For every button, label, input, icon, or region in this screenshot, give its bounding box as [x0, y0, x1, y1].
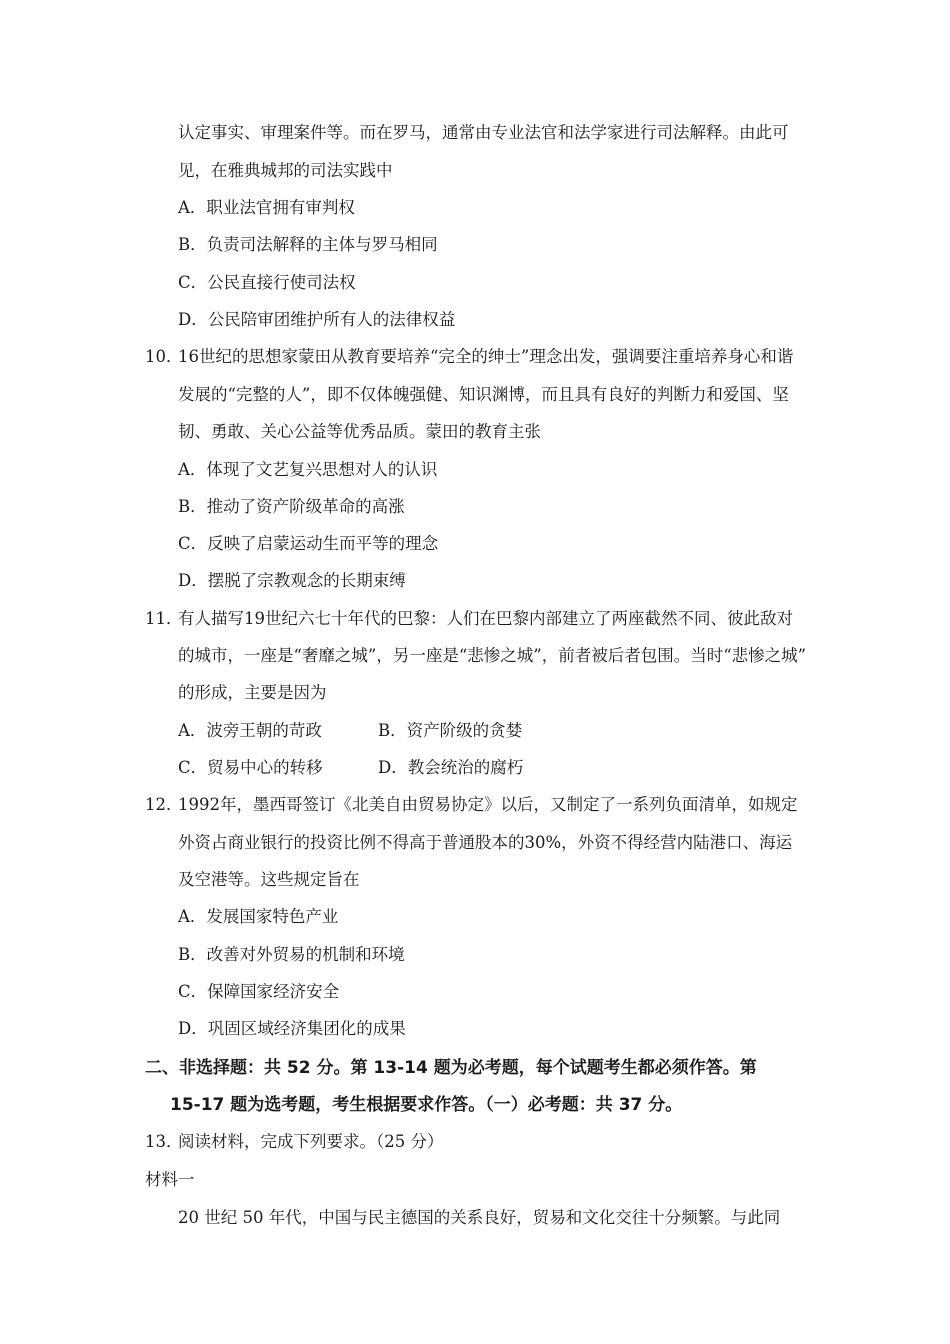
q11-option-d: D．教会统治的腐朽: [378, 758, 524, 777]
q10-stem-line-3: 韧、勇敢、关心公益等优秀品质。蒙田的教育主张: [178, 422, 541, 441]
q12-number: 12．: [145, 795, 183, 814]
q11-stem-line-2: 的城市，一座是“奢靡之城”，另一座是“悲惨之城”，前者被后者包围。当时“悲惨之城”: [178, 646, 807, 665]
q10-option-b: B．推动了资产阶级革命的高涨: [178, 497, 405, 516]
q13-material-title: 材料一: [145, 1170, 195, 1189]
q12-stem-line-2: 外资占商业银行的投资比例不得高于普通股本的30%，外资不得经营内陆港口、海运: [178, 833, 793, 852]
q12-stem-line-1: 1992年，墨西哥签订《北美自由贸易协定》以后，又制定了一系列负面清单，如规定: [178, 795, 798, 814]
q9-option-b: B．负责司法解释的主体与罗马相同: [178, 235, 438, 254]
q11-option-c: C．贸易中心的转移: [178, 758, 323, 777]
q12-option-c: C．保障国家经济安全: [178, 982, 340, 1001]
q9-option-c: C．公民直接行使司法权: [178, 273, 356, 292]
q10-stem-line-2: 发展的“完整的人”，即不仅体魄强健、知识渊博，而且具有良好的判断力和爱国、坚: [178, 385, 789, 404]
q10-option-c: C．反映了启蒙运动生而平等的理念: [178, 534, 439, 553]
q10-stem-line-1: 16世纪的思想家蒙田从教育要培养“完全的绅士”理念出发，强调要注重培养身心和谐: [178, 347, 794, 366]
q13-number: 13．: [145, 1132, 183, 1151]
q11-stem-line-3: 的形成，主要是因为: [178, 683, 327, 702]
section-2-heading-line-1: 二、非选择题：共 52 分。第 13-14 题为必考题，每个试题考生都必须作答。第: [145, 1058, 757, 1078]
q13-stem: 阅读材料，完成下列要求。（25 分）: [178, 1132, 444, 1151]
q12-option-a: A．发展国家特色产业: [178, 907, 339, 926]
q9-option-d: D．公民陪审团维护所有人的法律权益: [178, 310, 456, 329]
q11-number: 11．: [145, 609, 183, 628]
q10-number: 10．: [145, 347, 183, 366]
q11-stem-line-1: 有人描写19世纪六七十年代的巴黎：人们在巴黎内部建立了两座截然不同、彼此敌对: [178, 609, 793, 628]
q9-option-a: A．职业法官拥有审判权: [178, 198, 355, 217]
q10-option-a: A．体现了文艺复兴思想对人的认识: [178, 460, 438, 479]
q12-option-b: B．改善对外贸易的机制和环境: [178, 945, 405, 964]
q13-material-line-1: 20 世纪 50 年代，中国与民主德国的关系良好，贸易和文化交往十分频繁。与此同: [178, 1208, 781, 1227]
section-2-heading-line-2: 15-17 题为选考题，考生根据要求作答。（一）必考题：共 37 分。: [170, 1095, 683, 1115]
q9-stem-line-1: 认定事实、审理案件等。而在罗马，通常由专业法官和法学家进行司法解释。由此可: [178, 123, 789, 142]
q12-option-d: D．巩固区域经济集团化的成果: [178, 1019, 406, 1038]
q11-option-a: A．波旁王朝的苛政: [178, 721, 322, 740]
q12-stem-line-3: 及空港等。这些规定旨在: [178, 870, 360, 889]
q10-option-d: D．摆脱了宗教观念的长期束缚: [178, 571, 406, 590]
q11-option-b: B．资产阶级的贪婪: [378, 721, 523, 740]
q9-stem-line-2: 见，在雅典城邦的司法实践中: [178, 161, 393, 180]
